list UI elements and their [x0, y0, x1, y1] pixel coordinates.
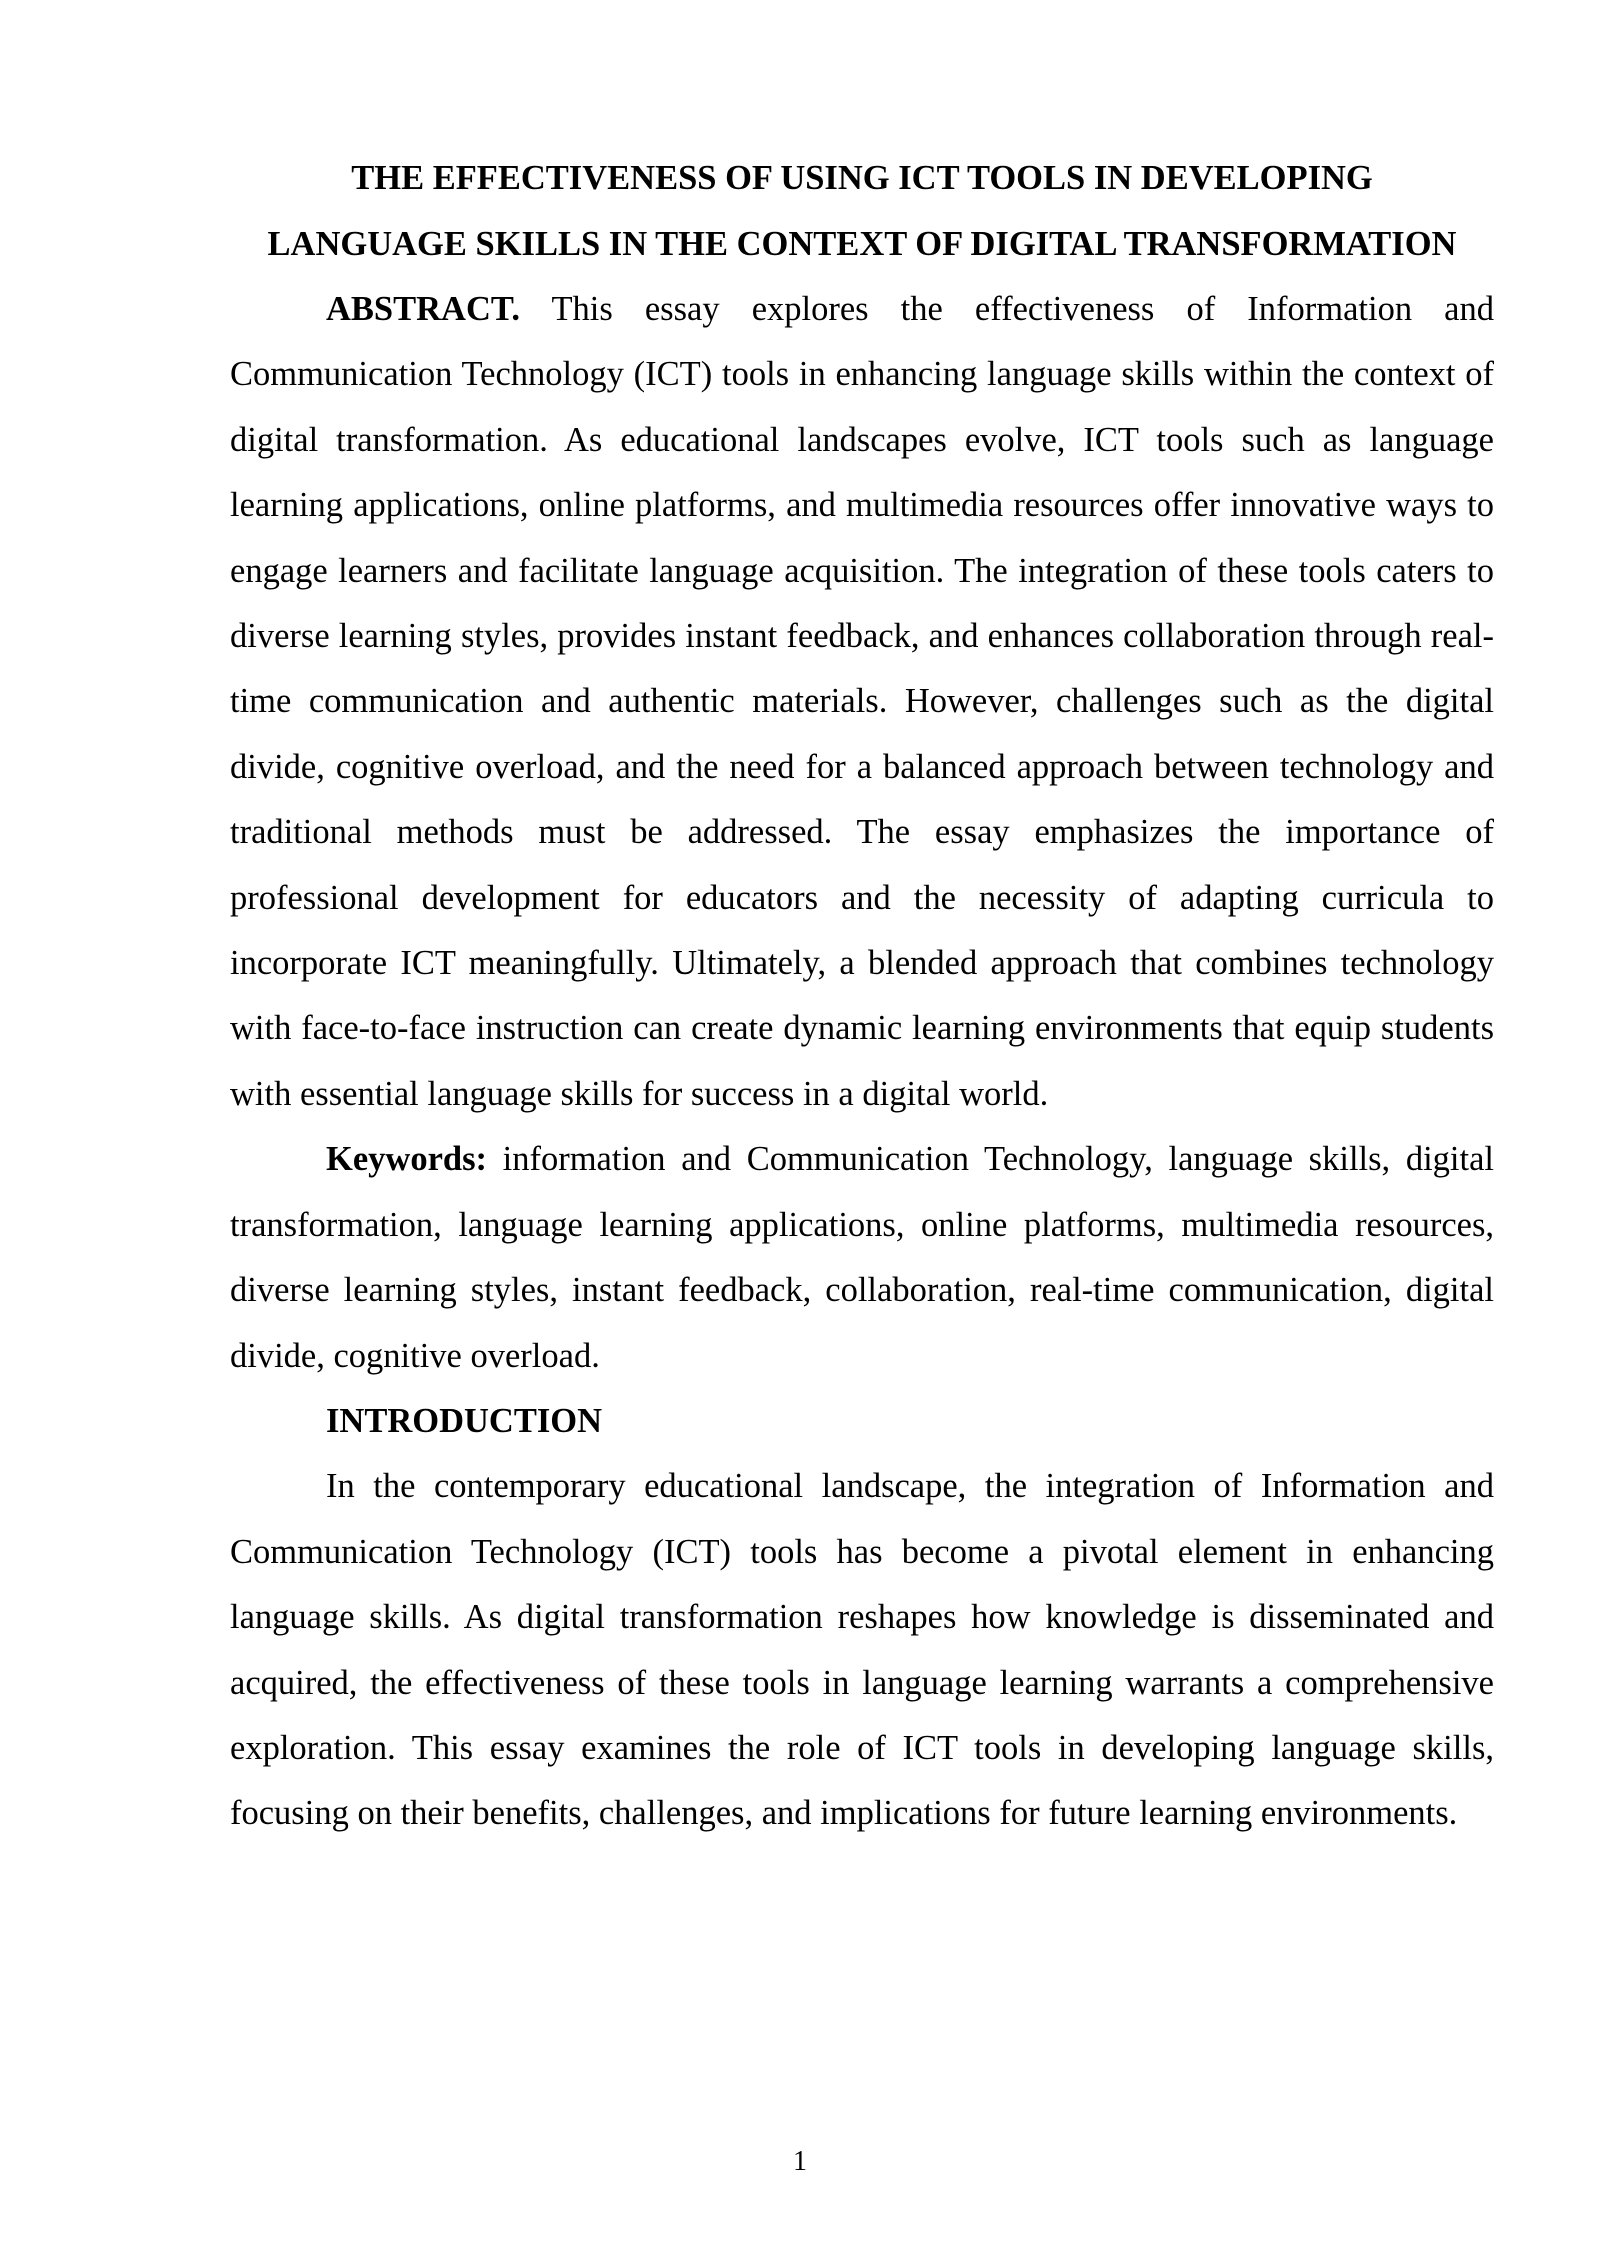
keywords-paragraph [230, 1127, 1494, 1389]
keywords-text: information and Communication Technology, language skills, digital transformation, language learning applications, online platforms, multimedia resources, diverse learning styles, instant feedback, collaboration, real-time communication, digital divide, cognitive overload. [230, 1140, 1494, 1375]
introduction-paragraph: In the contemporary educational landscape, the integration of Information and Communication Technology (ICT) tools has become a pivotal element in enhancing language skills. As digital transformation reshapes how knowledge is disseminated and acquired, the effectiveness of these tools in language learning warrants a comprehensive exploration. This essay examines the role of ICT tools in developing language skills, focusing on their benefits, challenges, and implications for future learning environments. [230, 1467, 1494, 1833]
page-number: 1 [793, 2146, 807, 2177]
abstract-paragraph [230, 277, 1494, 1127]
keywords-label: Keywords: [326, 1140, 487, 1179]
introduction-heading: INTRODUCTION [326, 1401, 603, 1440]
abstract-label: ABSTRACT. [326, 290, 520, 328]
page-body [230, 146, 1494, 1847]
abstract-text: This essay explores the effectiveness of Information and Communication Technology (ICT) tools in enhancing language skills within the context of digital transformation. As educational landscapes evolve, ICT tools such as language learning applications, online platforms, and multimedia resources offer innovative ways to engage learners and facilitate language acquisition. The integration of these tools caters to diverse learning styles, provides instant feedback, and enhances collaboration through real-time communication and authentic materials. However, challenges such as the digital divide, cognitive overload, and the need for a balanced approach between technology and traditional methods must be addressed. The essay emphasizes the importance of professional development for educators and the necessity of adapting curricula to incorporate ICT meaningfully. Ultimately, a blended approach that combines technology with face-to-face instruction can create dynamic learning environments that equip students with essential language skills for success in a digital world. [230, 290, 1494, 1113]
paper-title: THE EFFECTIVENESS OF USING ICT TOOLS IN DEVELOPING LANGUAGE SKILLS IN THE CONTEXT OF DIGITAL TRANSFORMATION [267, 159, 1457, 263]
